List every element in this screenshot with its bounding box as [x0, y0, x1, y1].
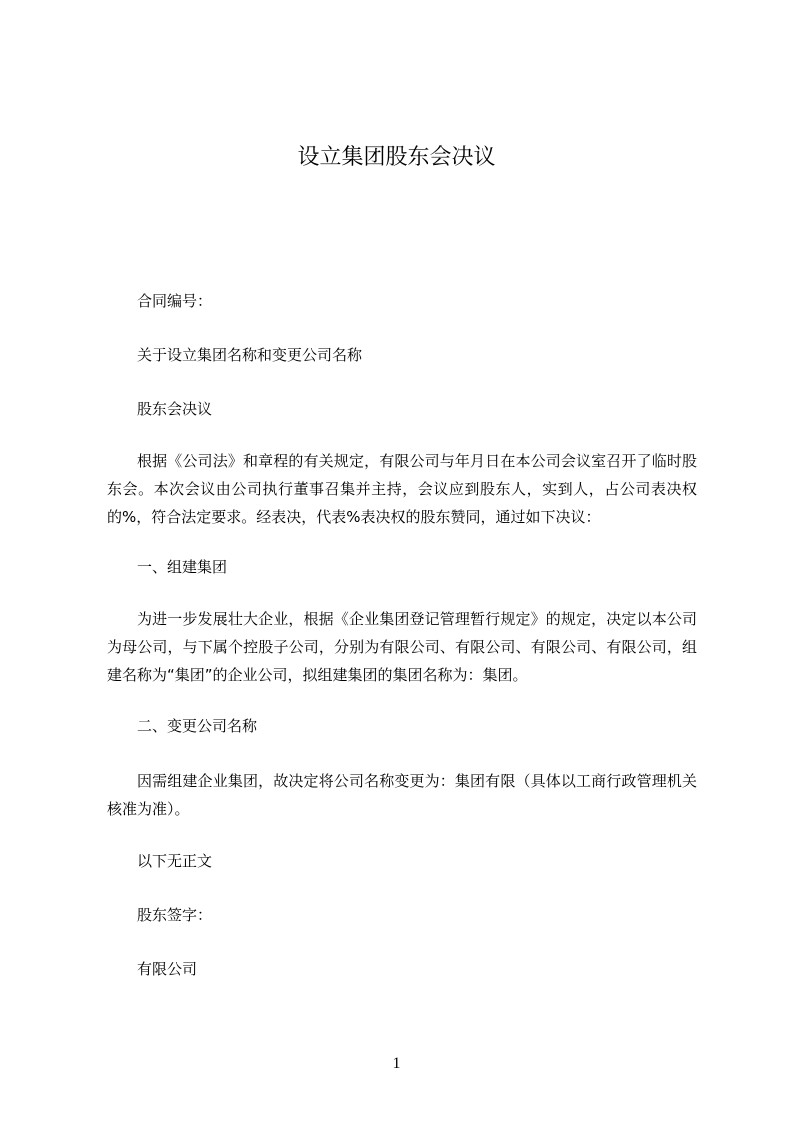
page-number: 1 [392, 1055, 401, 1072]
signature-label: 股东签字： [137, 906, 213, 924]
signatory-name: 有限公司 [137, 960, 198, 978]
section-2-paragraph: 因需组建企业集团，故决定将公司名称变更为：集团有限（具体以工商行政管理机关核准为准）。 [107, 772, 697, 818]
end-note: 以下无正文 [137, 852, 213, 870]
contract-number-label: 合同编号： [137, 292, 213, 310]
intro-paragraph: 根据《公司法》和章程的有关规定，有限公司与年月日在本公司会议室召开了临时股东会。本次会议由公司执行董事召集并主持，会议应到股东人，实到人，占公司表决权的%，符合法定要求。经表决，代表%表决权的股东赞同，通过如下决议： [107, 452, 697, 526]
document-title: 设立集团股东会决议 [297, 145, 496, 170]
subject-line: 关于设立集团名称和变更公司名称 [137, 346, 363, 364]
section-2-heading: 二、变更公司名称 [137, 717, 258, 735]
section-1-heading: 一、组建集团 [137, 558, 228, 576]
section-1-paragraph: 为进一步发展壮大企业，根据《企业集团登记管理暂行规定》的规定，决定以本公司为母公司，与下属个控股子公司，分别为有限公司、有限公司、有限公司、有限公司，组建名称为“集团”的企业公司，拟组建集团的集团名称为：集团。 [107, 610, 697, 684]
subject-line-2: 股东会决议 [137, 400, 213, 418]
